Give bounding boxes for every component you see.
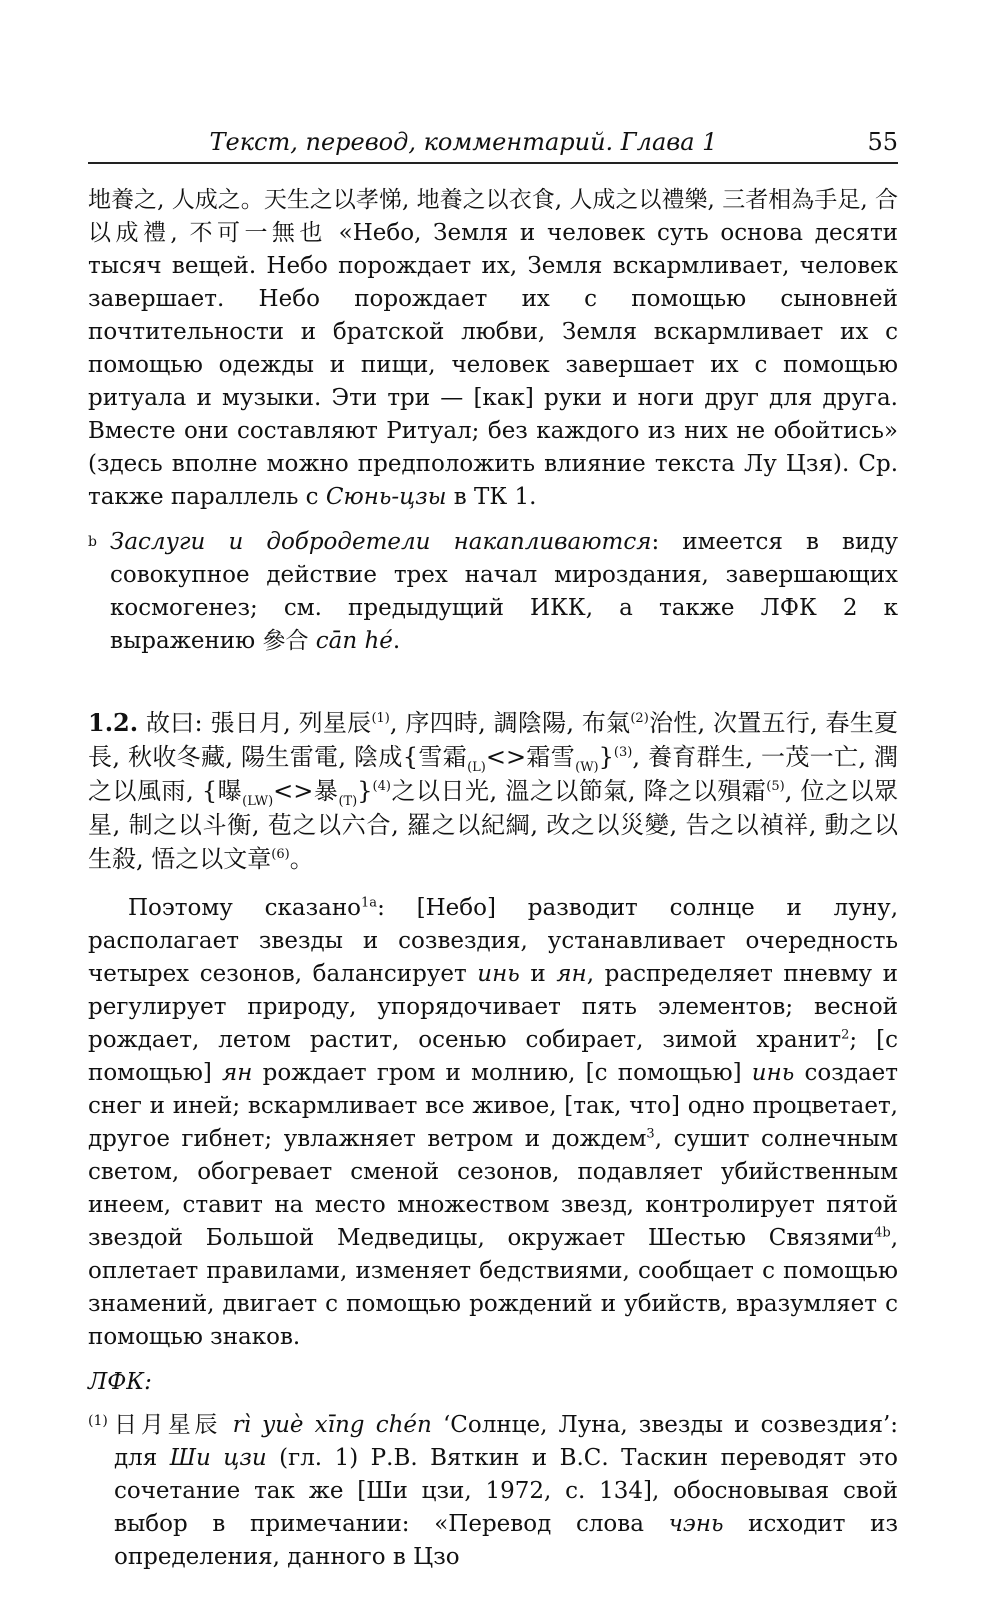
note-b-text: : имеется в виду совокупное действие трех начал мироздания, завершающих космогенез; см. предыдущий ИКК, а также ЛФК 2 к выражению 參合	[110, 529, 898, 654]
lfk-marker: (2)	[630, 711, 649, 726]
note-b-pinyin: cān hé	[315, 628, 393, 654]
note-b-italic: Заслуги и добродетели накапливаются	[110, 529, 652, 555]
running-head-title: Текст, перевод, комментарий. Глава 1	[209, 128, 718, 156]
variant-siglum: (LW)	[242, 793, 274, 809]
section-text: 故曰: 張日月, 列星辰	[138, 709, 372, 737]
note-ref: 4b	[874, 1225, 891, 1241]
translation-text: и	[519, 961, 557, 987]
chinese-section-1-2	[88, 706, 898, 876]
section-text: 治性, 次置五行, 春生夏長, 秋收冬藏, 陽生雷電, 陰成{雪霜	[88, 709, 899, 771]
footnote-pinyin: rì yuè xīng chén	[232, 1412, 432, 1438]
translation-text: Поэтому сказано	[128, 895, 362, 921]
footnote-1	[88, 1409, 898, 1574]
note-a-tail: в ТК 1.	[446, 484, 537, 510]
section-text: , 養育群生, 一茂一亡, 潤之以風雨, {曝	[88, 743, 899, 805]
page-number: 55	[867, 128, 898, 156]
lfk-marker: (6)	[271, 847, 290, 862]
lfk-marker: (1)	[371, 711, 390, 726]
term-yin: инь	[477, 961, 520, 987]
variant-siglum: (W)	[575, 759, 599, 775]
translation-paragraph	[88, 892, 898, 1354]
variant-siglum: (T)	[338, 793, 358, 809]
section-text: , 位之以眾星, 制之以斗衡, 苞之以六合, 羅之以紀綱, 改之以災變, 告之以禎祥, 動之以生殺, 悟之以文章	[88, 777, 899, 873]
running-head	[88, 128, 898, 164]
section-text: , 序四時, 調陰陽, 布氣	[389, 709, 631, 737]
term-yang: ян	[556, 961, 587, 987]
footnote-text: (гл. 1) Р.В. Вяткин и В.С. Таскин переводят это сочетание так же [Ши цзи, 1972, с. 134], обосновывая свой выбор в примечании: «Перевод слова	[114, 1445, 898, 1537]
term-yang: ян	[222, 1060, 253, 1086]
variant-siglum: (L)	[467, 759, 486, 775]
section-text: 之以日光, 溫之以節氣, 降之以殞霜	[390, 777, 767, 805]
term-yin: инь	[751, 1060, 795, 1086]
section-text: }	[598, 743, 614, 771]
footnote-hanzi: 日月星辰	[114, 1412, 233, 1438]
section-text: <>暴	[273, 777, 339, 805]
footnote-text: исходит из определения, данного в Цзо	[114, 1511, 898, 1570]
translation-text: , оплетает правилами, изменяет бедствиями, сообщает с помощью знамений, двигает с помощью рождений и убийств, вразумляет с помощью знаков.	[88, 1225, 898, 1350]
lfk-marker: (4)	[372, 779, 391, 794]
translation-text: ; [с помощью]	[88, 1027, 899, 1086]
translation-text: рождает гром и молнию, [с помощью]	[252, 1060, 752, 1086]
translation-text: , сушит солнечным светом, обогревает сменой сезонов, подавляет убийственным инеем, ставит на место множеством звезд, контролирует пятой звездой Большой Медведицы, окружает Шестью Связями	[88, 1126, 898, 1251]
footnote-work-title: Ши цзи	[169, 1445, 267, 1471]
section-text: 。	[289, 845, 314, 873]
translation-text: создает снег и иней; вскармливает все живое, [так, что] одно процветает, другое гибнет; увлажняет ветром и дождем	[88, 1060, 899, 1152]
note-a-ref: Сюнь-цзы	[325, 484, 447, 510]
note-b-paragraph	[88, 526, 898, 658]
note-ref: 2	[841, 1027, 850, 1043]
note-b-tail: .	[392, 628, 401, 654]
translation-text: : [Небо] разводит солнце и луну, располагает звезды и созвездия, устанавливает очередность четырех сезонов, балансирует	[88, 895, 899, 987]
note-ref: 3	[646, 1126, 655, 1142]
note-a-paragraph	[88, 184, 898, 514]
translation-text: , распределяет пневму и регулирует природу, упорядочивает пять элементов; весной рождает, летом растит, осенью собирает, зимой хранит	[88, 961, 899, 1053]
lfk-marker: (5)	[766, 779, 785, 794]
footnote-word: чэнь	[668, 1511, 724, 1537]
note-a-text: 地養之, 人成之。天生之以孝悌, 地養之以衣食, 人成之以禮樂, 三者相為手足, 合以成禮, 不可一無也 «Небо, Земля и человек суть основа десяти тысяч вещей. Небо порождает их, Земля вскармливает, человек завершает. Небо порождает их с помощью сыновней почтительности и братской любви, Земля вскармливает их с помощью одежды и пищи, человек завершает их с помощью ритуала и музыки. Эти три — [как] руки и ноги друг для друга. Вместе они составляют Ритуал; без каждого из них не обойтись» (здесь вполне можно предположить влияние текста Лу Цзя). Ср. также параллель с	[88, 187, 898, 510]
page	[88, 128, 898, 1574]
section-number: 1.2.	[88, 708, 139, 737]
note-ref: 1a	[361, 895, 378, 911]
note-b-marker: b	[88, 534, 97, 550]
lfk-marker: (3)	[613, 745, 633, 760]
footnote-text: ‘Солнце, Луна, звезды и созвездия’: для	[114, 1412, 899, 1471]
section-text: <>霜雪	[485, 743, 576, 771]
footnote-1-marker: (1)	[88, 1413, 108, 1429]
lfk-heading: ЛФК:	[88, 1369, 152, 1395]
section-text: }	[357, 777, 373, 805]
